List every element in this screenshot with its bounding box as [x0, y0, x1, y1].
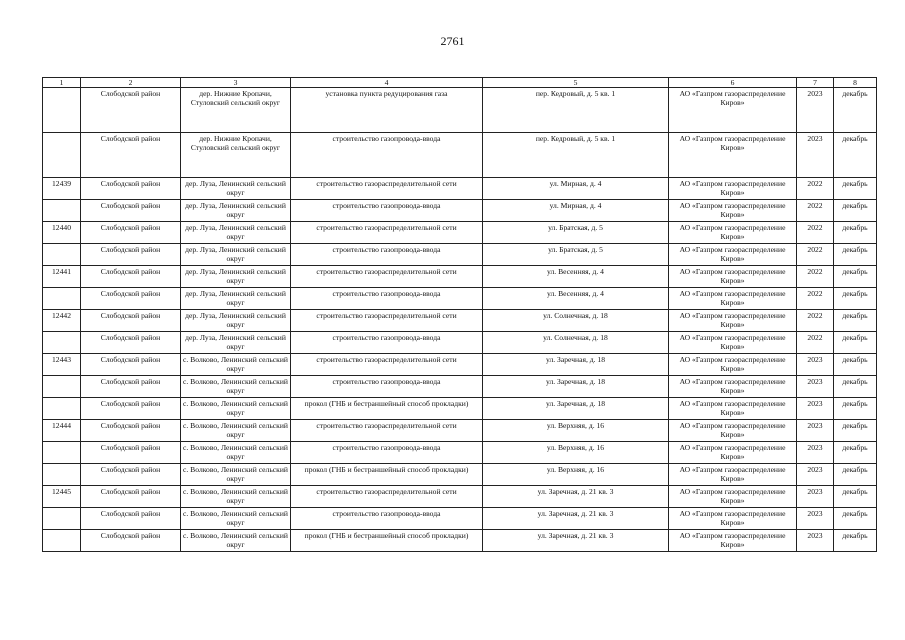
cell-month: декабрь — [834, 442, 877, 464]
cell-number: 12440 — [43, 222, 81, 244]
cell-month: декабрь — [834, 310, 877, 332]
cell-number: 12439 — [43, 178, 81, 200]
cell-organization: АО «Газпром газораспределение Киров» — [669, 486, 797, 508]
cell-organization: АО «Газпром газораспределение Киров» — [669, 354, 797, 376]
header-row — [43, 78, 877, 88]
cell-number — [43, 376, 81, 398]
cell-address: ул. Мирная, д. 4 — [483, 178, 669, 200]
cell-address: ул. Верхняя, д. 16 — [483, 420, 669, 442]
cell-address: ул. Мирная, д. 4 — [483, 200, 669, 222]
cell-number — [43, 442, 81, 464]
cell-settlement: с. Волково, Ленинский сельский округ — [181, 376, 291, 398]
cell-year: 2023 — [797, 88, 834, 133]
cell-organization: АО «Газпром газораспределение Киров» — [669, 88, 797, 133]
cell-district: Слободской район — [81, 508, 181, 530]
cell-month: декабрь — [834, 88, 877, 133]
cell-address: ул. Заречная, д. 18 — [483, 398, 669, 420]
table-row — [43, 332, 877, 354]
cell-month: декабрь — [834, 398, 877, 420]
cell-work-type: строительство газопровода-ввода — [291, 200, 483, 222]
cell-year: 2022 — [797, 288, 834, 310]
cell-number — [43, 464, 81, 486]
cell-address: ул. Верхняя, д. 16 — [483, 464, 669, 486]
cell-settlement: с. Волково, Ленинский сельский округ — [181, 354, 291, 376]
cell-organization: АО «Газпром газораспределение Киров» — [669, 244, 797, 266]
cell-year: 2022 — [797, 266, 834, 288]
cell-address: ул. Заречная, д. 21 кв. 3 — [483, 486, 669, 508]
cell-settlement: с. Волково, Ленинский сельский округ — [181, 398, 291, 420]
cell-organization: АО «Газпром газораспределение Киров» — [669, 310, 797, 332]
table-body — [43, 88, 877, 552]
cell-district: Слободской район — [81, 332, 181, 354]
cell-organization: АО «Газпром газораспределение Киров» — [669, 464, 797, 486]
cell-work-type: прокол (ГНБ и бестраншейный способ прокладки) — [291, 464, 483, 486]
cell-district: Слободской район — [81, 310, 181, 332]
table-row — [43, 398, 877, 420]
table-row — [43, 464, 877, 486]
cell-year: 2022 — [797, 178, 834, 200]
cell-month: декабрь — [834, 530, 877, 552]
cell-work-type: прокол (ГНБ и бестраншейный способ прокладки) — [291, 530, 483, 552]
cell-address: ул. Солнечная, д. 18 — [483, 332, 669, 354]
column-header: 1 — [43, 78, 81, 88]
table-row — [43, 442, 877, 464]
cell-year: 2022 — [797, 200, 834, 222]
cell-number: 12443 — [43, 354, 81, 376]
column-header: 7 — [797, 78, 834, 88]
cell-year: 2023 — [797, 508, 834, 530]
table-row — [43, 200, 877, 222]
cell-work-type: строительство газораспределительной сети — [291, 310, 483, 332]
cell-year: 2023 — [797, 420, 834, 442]
cell-number: 12445 — [43, 486, 81, 508]
table-row — [43, 508, 877, 530]
cell-district: Слободской район — [81, 222, 181, 244]
cell-organization: АО «Газпром газораспределение Киров» — [669, 442, 797, 464]
cell-number: 12444 — [43, 420, 81, 442]
cell-year: 2023 — [797, 530, 834, 552]
cell-number — [43, 530, 81, 552]
cell-address: ул. Братская, д. 5 — [483, 244, 669, 266]
cell-address: ул. Солнечная, д. 18 — [483, 310, 669, 332]
cell-year: 2023 — [797, 376, 834, 398]
table-row — [43, 178, 877, 200]
cell-year: 2022 — [797, 310, 834, 332]
cell-work-type: строительство газораспределительной сети — [291, 222, 483, 244]
cell-organization: АО «Газпром газораспределение Киров» — [669, 288, 797, 310]
cell-work-type: строительство газораспределительной сети — [291, 420, 483, 442]
cell-settlement: дер. Луза, Ленинский сельский округ — [181, 244, 291, 266]
table-row — [43, 354, 877, 376]
cell-district: Слободской район — [81, 266, 181, 288]
cell-year: 2023 — [797, 398, 834, 420]
cell-address: ул. Весенняя, д. 4 — [483, 266, 669, 288]
cell-work-type: строительство газораспределительной сети — [291, 486, 483, 508]
cell-month: декабрь — [834, 332, 877, 354]
cell-month: декабрь — [834, 486, 877, 508]
column-header: 8 — [834, 78, 877, 88]
cell-settlement: дер. Нижние Кропачи, Стуловский сельский округ — [181, 88, 291, 133]
cell-settlement: с. Волково, Ленинский сельский округ — [181, 420, 291, 442]
cell-work-type: строительство газопровода-ввода — [291, 376, 483, 398]
cell-work-type: прокол (ГНБ и бестраншейный способ прокладки) — [291, 398, 483, 420]
cell-address: ул. Верхняя, д. 16 — [483, 442, 669, 464]
table-row — [43, 310, 877, 332]
cell-work-type: строительство газораспределительной сети — [291, 266, 483, 288]
cell-work-type: строительство газораспределительной сети — [291, 354, 483, 376]
cell-organization: АО «Газпром газораспределение Киров» — [669, 530, 797, 552]
cell-number: 12442 — [43, 310, 81, 332]
cell-district: Слободской район — [81, 354, 181, 376]
cell-district: Слободской район — [81, 442, 181, 464]
cell-district: Слободской район — [81, 133, 181, 178]
cell-month: декабрь — [834, 420, 877, 442]
cell-number — [43, 508, 81, 530]
cell-year: 2023 — [797, 486, 834, 508]
cell-organization: АО «Газпром газораспределение Киров» — [669, 266, 797, 288]
cell-number — [43, 88, 81, 133]
cell-address: ул. Заречная, д. 18 — [483, 354, 669, 376]
cell-address: ул. Заречная, д. 21 кв. 3 — [483, 508, 669, 530]
cell-year: 2022 — [797, 244, 834, 266]
gas-works-table — [42, 77, 877, 552]
cell-settlement: дер. Нижние Кропачи, Стуловский сельский округ — [181, 133, 291, 178]
table-row — [43, 88, 877, 133]
cell-settlement: дер. Луза, Ленинский сельский округ — [181, 178, 291, 200]
cell-settlement: дер. Луза, Ленинский сельский округ — [181, 332, 291, 354]
cell-work-type: строительство газораспределительной сети — [291, 178, 483, 200]
cell-settlement: дер. Луза, Ленинский сельский округ — [181, 200, 291, 222]
cell-year: 2023 — [797, 354, 834, 376]
cell-number — [43, 332, 81, 354]
cell-organization: АО «Газпром газораспределение Киров» — [669, 133, 797, 178]
cell-month: декабрь — [834, 464, 877, 486]
cell-work-type: строительство газопровода-ввода — [291, 332, 483, 354]
cell-settlement: с. Волково, Ленинский сельский округ — [181, 442, 291, 464]
cell-organization: АО «Газпром газораспределение Киров» — [669, 508, 797, 530]
cell-address: пер. Кедровый, д. 5 кв. 1 — [483, 133, 669, 178]
cell-address: ул. Заречная, д. 21 кв. 3 — [483, 530, 669, 552]
cell-settlement: дер. Луза, Ленинский сельский округ — [181, 222, 291, 244]
cell-district: Слободской район — [81, 178, 181, 200]
cell-district: Слободской район — [81, 288, 181, 310]
cell-district: Слободской район — [81, 420, 181, 442]
cell-organization: АО «Газпром газораспределение Киров» — [669, 398, 797, 420]
column-header: 4 — [291, 78, 483, 88]
cell-settlement: с. Волково, Ленинский сельский округ — [181, 464, 291, 486]
cell-district: Слободской район — [81, 464, 181, 486]
cell-number: 12441 — [43, 266, 81, 288]
cell-district: Слободской район — [81, 200, 181, 222]
cell-organization: АО «Газпром газораспределение Киров» — [669, 222, 797, 244]
cell-work-type: установка пункта редуцирования газа — [291, 88, 483, 133]
cell-organization: АО «Газпром газораспределение Киров» — [669, 420, 797, 442]
cell-year: 2023 — [797, 442, 834, 464]
column-header: 6 — [669, 78, 797, 88]
cell-organization: АО «Газпром газораспределение Киров» — [669, 376, 797, 398]
page-number: 2761 — [440, 34, 465, 48]
cell-number — [43, 398, 81, 420]
table-row — [43, 266, 877, 288]
cell-number — [43, 133, 81, 178]
cell-month: декабрь — [834, 178, 877, 200]
table-row — [43, 133, 877, 178]
cell-work-type: строительство газопровода-ввода — [291, 244, 483, 266]
cell-month: декабрь — [834, 376, 877, 398]
cell-address: ул. Заречная, д. 18 — [483, 376, 669, 398]
cell-month: декабрь — [834, 354, 877, 376]
cell-district: Слободской район — [81, 88, 181, 133]
cell-month: декабрь — [834, 133, 877, 178]
cell-settlement: с. Волково, Ленинский сельский округ — [181, 530, 291, 552]
cell-district: Слободской район — [81, 486, 181, 508]
cell-month: декабрь — [834, 508, 877, 530]
cell-work-type: строительство газопровода-ввода — [291, 133, 483, 178]
cell-month: декабрь — [834, 266, 877, 288]
table-row — [43, 530, 877, 552]
table-row — [43, 486, 877, 508]
cell-month: декабрь — [834, 288, 877, 310]
table-row — [43, 288, 877, 310]
cell-district: Слободской район — [81, 398, 181, 420]
column-header: 3 — [181, 78, 291, 88]
table-row — [43, 244, 877, 266]
cell-number — [43, 244, 81, 266]
cell-organization: АО «Газпром газораспределение Киров» — [669, 200, 797, 222]
cell-work-type: строительство газопровода-ввода — [291, 508, 483, 530]
cell-address: ул. Братская, д. 5 — [483, 222, 669, 244]
cell-address: пер. Кедровый, д. 5 кв. 1 — [483, 88, 669, 133]
cell-settlement: дер. Луза, Ленинский сельский округ — [181, 288, 291, 310]
cell-number — [43, 200, 81, 222]
cell-settlement: дер. Луза, Ленинский сельский округ — [181, 310, 291, 332]
table-row — [43, 420, 877, 442]
cell-settlement: с. Волково, Ленинский сельский округ — [181, 486, 291, 508]
cell-work-type: строительство газопровода-ввода — [291, 442, 483, 464]
cell-year: 2023 — [797, 133, 834, 178]
cell-district: Слободской район — [81, 530, 181, 552]
cell-number — [43, 288, 81, 310]
column-header: 5 — [483, 78, 669, 88]
cell-month: декабрь — [834, 200, 877, 222]
cell-organization: АО «Газпром газораспределение Киров» — [669, 332, 797, 354]
cell-month: декабрь — [834, 222, 877, 244]
cell-district: Слободской район — [81, 376, 181, 398]
cell-year: 2023 — [797, 464, 834, 486]
cell-work-type: строительство газопровода-ввода — [291, 288, 483, 310]
table-row — [43, 376, 877, 398]
cell-organization: АО «Газпром газораспределение Киров» — [669, 178, 797, 200]
column-header: 2 — [81, 78, 181, 88]
cell-settlement: с. Волково, Ленинский сельский округ — [181, 508, 291, 530]
cell-address: ул. Весенняя, д. 4 — [483, 288, 669, 310]
table-row — [43, 222, 877, 244]
cell-settlement: дер. Луза, Ленинский сельский округ — [181, 266, 291, 288]
cell-year: 2022 — [797, 332, 834, 354]
cell-year: 2022 — [797, 222, 834, 244]
cell-month: декабрь — [834, 244, 877, 266]
cell-district: Слободской район — [81, 244, 181, 266]
